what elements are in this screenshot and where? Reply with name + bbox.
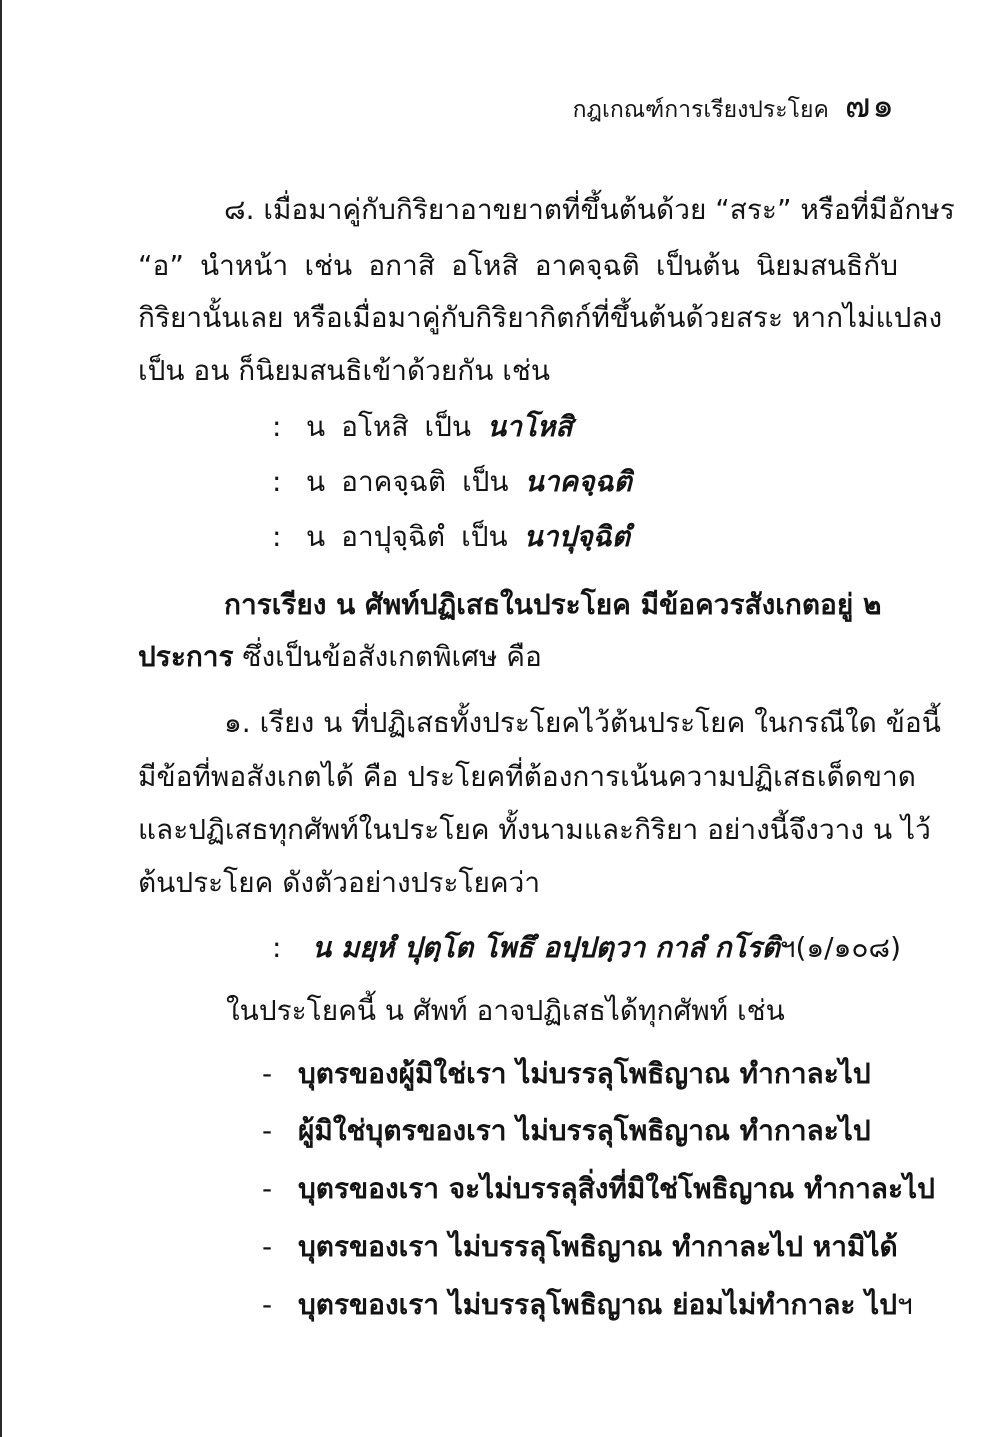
example-colon: : [272,520,282,553]
section1-line-3: และปฏิเสธทุกศัพท์ในประโยค ทั้งนามและกิริยา อย่างนี้จึงวาง น ไว้ [138,813,931,846]
example-result: นาปุจฺฉิตํ [523,520,630,553]
example-word: อโหสิ [341,410,409,443]
example-na: น [306,465,326,498]
list-item [262,1225,898,1269]
section8-line-2: “อ” นำหน้า เช่น อกาสิ อโหสิ อาคจฺฉติ เป็นต้น นิยมสนธิกับ [138,249,898,282]
bullet-text: บุตรของเรา จะไม่บรรลุสิ่งที่มิใช่โพธิญาณ ทำกาละไป [298,1172,935,1205]
example-row [272,405,572,449]
section1-line-1: ๑. เรียง น ที่ปฏิเสธทั้งประโยคไว้ต้นประโยค ในกรณีใด ข้อนี้ [224,706,941,739]
note-line: ในประโยคนี้ น ศัพท์ อาจปฏิเสธได้ทุกศัพท์ เช่น [226,994,785,1027]
example-colon: : [272,410,282,443]
bullet-dash: - [262,1288,273,1321]
pali-quote [272,926,902,970]
section-heading-line-2 [138,635,898,679]
bullet-text: บุตรของเรา ไม่บรรลุโพธิญาณ ย่อมไม่ทำกาละ ไป [298,1288,898,1321]
list-item [262,1109,871,1153]
section1-line-2: มีข้อที่พอสังเกตได้ คือ ประโยคที่ต้องการเน้นความปฏิเสธเด็ดขาด [138,760,916,793]
bullet-dash: - [262,1114,273,1147]
list-item [262,1052,871,1096]
example-row [272,460,632,504]
example-pen: เป็น [461,520,508,553]
example-na: น [306,410,326,443]
quote-reference: ฯ(๑/๑๐๘) [779,931,902,964]
section-heading-line-1: การเรียง น ศัพท์ปฏิเสธในประโยค มีข้อควรสังเกตอยู่ ๒ [224,588,882,621]
example-colon: : [272,465,282,498]
page-left-border [0,0,2,1437]
example-pen: เป็น [462,465,509,498]
bullet-dash: - [262,1172,273,1205]
section-heading-rest: ซึ่งเป็นข้อสังเกตพิเศษ คือ [233,640,542,673]
bullet-text: บุตรของเรา ไม่บรรลุโพธิญาณ ทำกาละไป หามิได้ [298,1230,898,1263]
example-word: อาปุจฺฉิตํ [341,520,446,553]
running-title: กฎเกณฑ์การเรียงประโยค [572,97,829,123]
section8-line-3: กิริยานั้นเลย หรือเมื่อมาคู่กับกิริยากิตก์ที่ขึ้นต้นด้วยสระ หากไม่แปลง [138,301,943,334]
example-result: นาโหสิ [487,410,573,443]
section1-line-4: ต้นประโยค ดังตัวอย่างประโยคว่า [138,866,541,899]
section8-line-4: เป็น อน ก็นิยมสนธิเข้าด้วยกัน เช่น [138,354,550,387]
running-header [573,78,896,132]
quote-colon: : [272,931,282,964]
section8-line-1: ๘. เมื่อมาคู่กับกิริยาอาขยาตที่ขึ้นต้นด้วย “สระ” หรือที่มีอักษร [224,193,955,226]
example-row [272,515,630,559]
example-na: น [306,520,326,553]
bullet-dash: - [262,1057,273,1090]
example-result: นาคจฺฉติ [524,465,632,498]
quote-text: น มยฺหํ ปุตฺโต โพธึ อปฺปตฺวา กาลํ กโรติ [312,931,780,964]
bullet-text: บุตรของผู้มิใช่เรา ไม่บรรลุโพธิญาณ ทำกาละไป [298,1057,871,1090]
example-word: อาคจฺฉติ [341,465,447,498]
list-item [262,1167,935,1211]
section-heading-bold-word: ประการ [138,640,234,673]
bullet-dash: - [262,1230,273,1263]
bullet-end-mark: ฯ [897,1288,913,1321]
page-number: ๗๑ [844,86,896,126]
bullet-text: ผู้มิใช่บุตรของเรา ไม่บรรลุโพธิญาณ ทำกาละไป [298,1114,871,1147]
list-item [262,1283,913,1327]
example-pen: เป็น [424,410,472,443]
